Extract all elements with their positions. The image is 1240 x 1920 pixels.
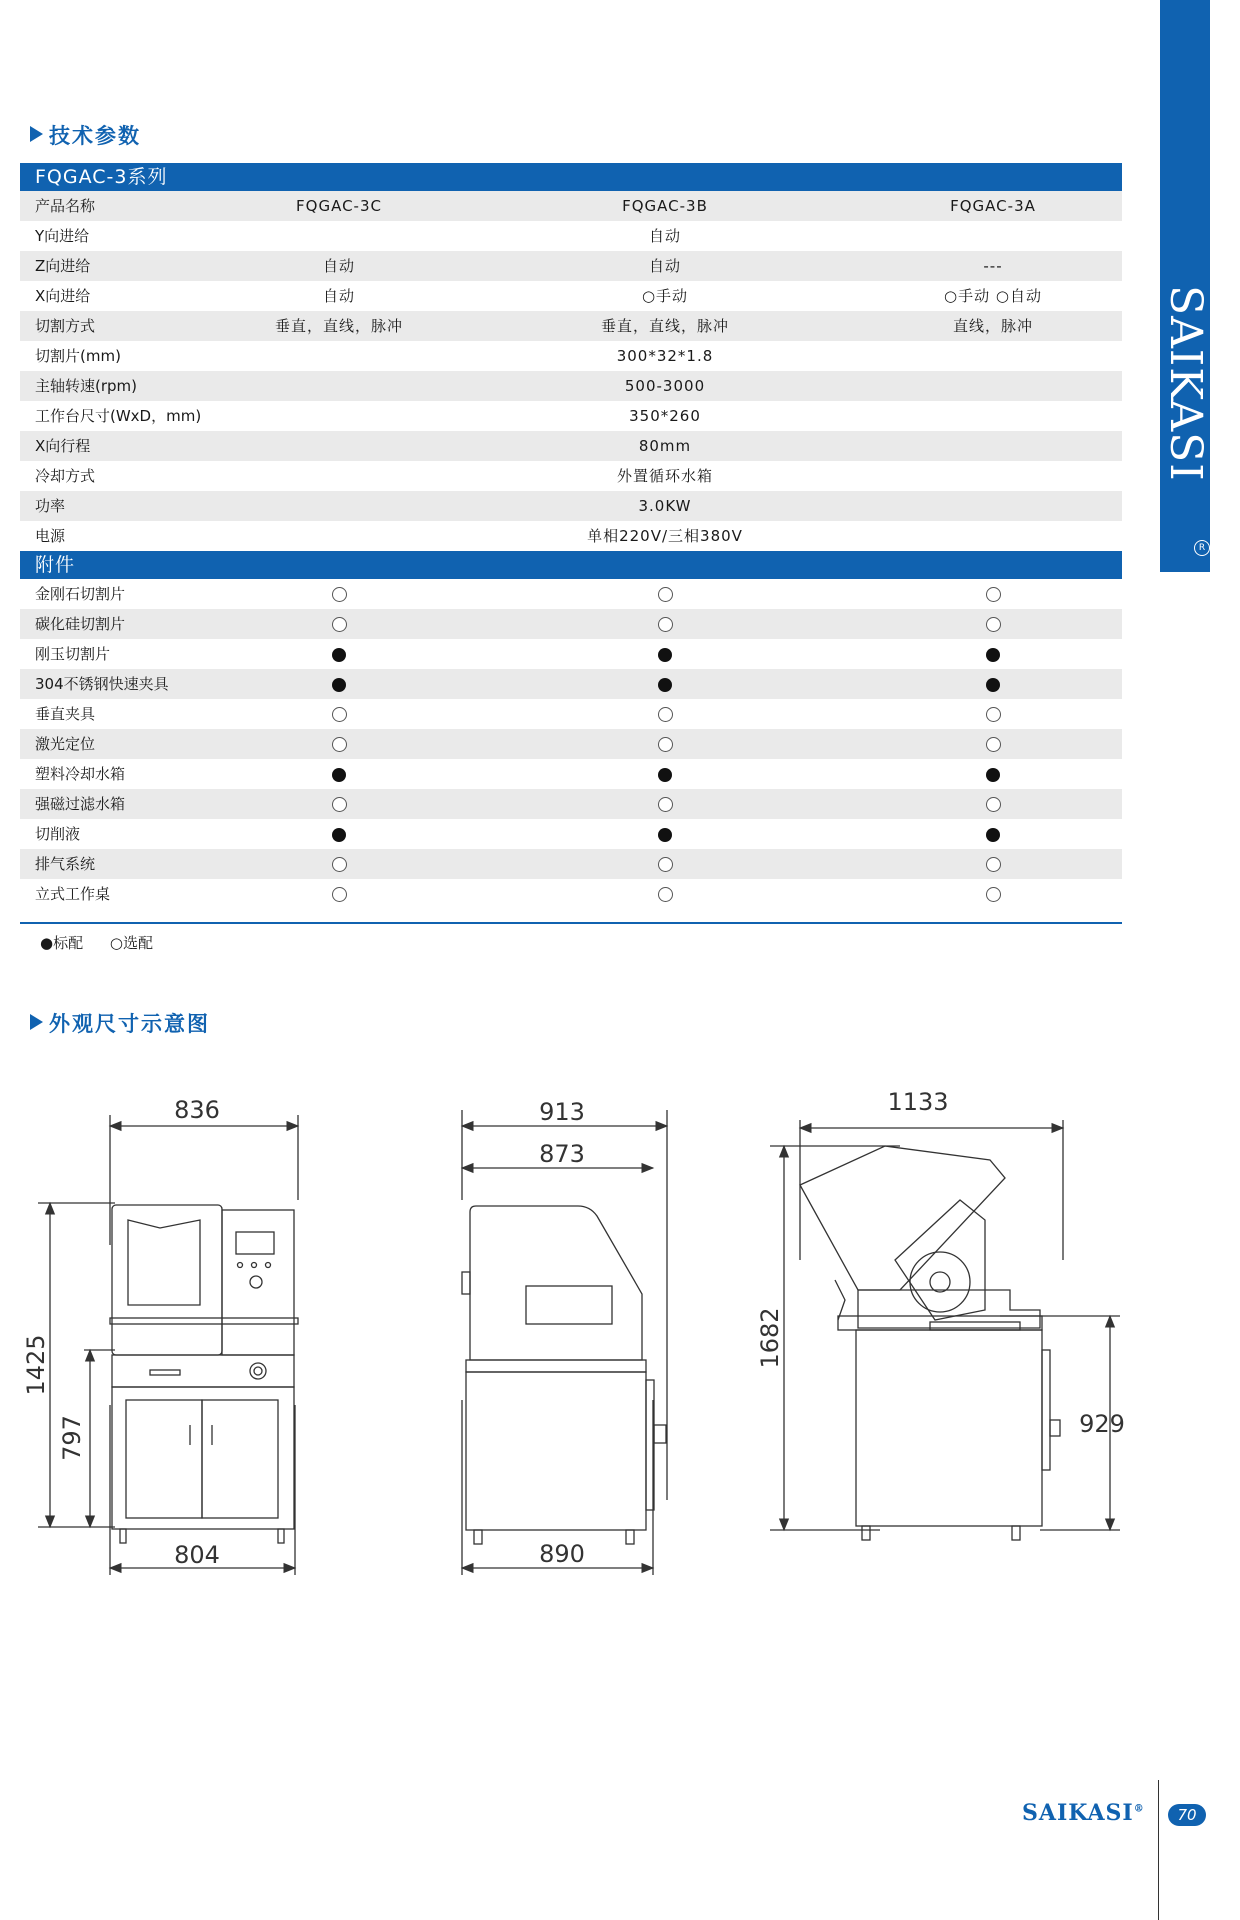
optional-circle-icon (332, 857, 347, 872)
dimension-drawings (0, 1060, 1240, 1580)
spec-value-merged: 350*260 (629, 407, 701, 425)
accessory-row (20, 639, 1122, 669)
accessory-cell (515, 789, 815, 819)
side-view-drawing (462, 1110, 667, 1575)
dim-open-height: 1682 (756, 1307, 784, 1369)
accessory-label: 垂直夹具 (35, 705, 96, 723)
standard-dot-icon (332, 828, 346, 842)
accessory-row (20, 579, 1122, 609)
spec-label: 工作台尺寸(WxD，mm) (35, 407, 202, 425)
table-header-row (20, 191, 1122, 221)
dim-front-height-base: 797 (58, 1415, 86, 1461)
accessory-cell (515, 819, 815, 849)
series-band: FQGAC-3系列 (20, 163, 1122, 191)
accessory-label: 立式工作桌 (35, 885, 111, 903)
table-bottom-line (20, 922, 1122, 924)
accessory-cell (515, 699, 815, 729)
accessory-cell (515, 759, 815, 789)
accessory-label: 碳化硅切割片 (35, 615, 126, 633)
footer-divider (1158, 1780, 1159, 1920)
standard-dot-icon (332, 768, 346, 782)
optional-circle-icon (332, 737, 347, 752)
dim-open-width: 1133 (887, 1088, 949, 1116)
spec-value-3c: 自动 (322, 287, 355, 305)
dim-front-width-bottom: 804 (174, 1541, 220, 1569)
optional-circle-icon (986, 737, 1001, 752)
open-view-drawing (770, 1120, 1120, 1540)
accessories-band: 附件 (20, 551, 1122, 579)
spec-value-merged: 单相220V/三相380V (587, 527, 743, 545)
accessory-row (20, 759, 1122, 789)
accessory-label: 排气系统 (35, 855, 96, 873)
optional-circle-icon (986, 617, 1001, 632)
standard-dot-icon (332, 648, 346, 662)
accessory-cell (189, 579, 489, 609)
optional-circle-icon (332, 707, 347, 722)
spec-value-3c: 垂直，直线，脉冲 (274, 317, 403, 335)
optional-circle-icon (332, 797, 347, 812)
accessory-row (20, 729, 1122, 759)
accessory-row (20, 819, 1122, 849)
accessory-cell (843, 849, 1143, 879)
accessory-row (20, 609, 1122, 639)
accessory-cell (189, 879, 489, 909)
legend-optional: ○选配 (109, 934, 153, 952)
accessory-cell (843, 729, 1143, 759)
optional-circle-icon (332, 587, 347, 602)
optional-circle-icon (986, 857, 1001, 872)
standard-dot-icon (986, 828, 1000, 842)
spec-row (20, 491, 1122, 521)
spec-row (20, 251, 1122, 281)
legend-standard: ●标配 (40, 934, 84, 952)
dim-side-width-bottom: 890 (539, 1540, 585, 1568)
spec-value-3b: ○手动 (641, 287, 689, 305)
optional-circle-icon (986, 587, 1001, 602)
optional-circle-icon (658, 737, 673, 752)
spec-label: X向进给 (35, 287, 91, 305)
registered-mark: R (1194, 540, 1210, 556)
optional-circle-icon (658, 707, 673, 722)
dims-section-title (30, 1008, 210, 1038)
accessory-label: 304不锈钢快速夹具 (35, 675, 169, 693)
accessory-cell (189, 789, 489, 819)
spec-value-3b: 自动 (648, 257, 681, 275)
accessory-row (20, 669, 1122, 699)
spec-value-merged: 300*32*1.8 (616, 347, 714, 365)
standard-dot-icon (658, 648, 672, 662)
optional-circle-icon (658, 887, 673, 902)
accessory-label: 强磁过滤水箱 (35, 795, 126, 813)
accessory-cell (843, 759, 1143, 789)
standard-dot-icon (658, 678, 672, 692)
accessory-row (20, 789, 1122, 819)
spec-label: Y向进给 (35, 227, 90, 245)
accessory-row (20, 849, 1122, 879)
accessory-cell (843, 579, 1143, 609)
accessory-cell (189, 699, 489, 729)
accessory-cell (515, 579, 815, 609)
header-model-3c: FQGAC-3C (296, 197, 382, 215)
accessory-cell (515, 669, 815, 699)
spec-row (20, 371, 1122, 401)
accessory-cell (515, 729, 815, 759)
spec-label: 切割片(mm) (35, 347, 121, 365)
spec-value-merged: 80mm (638, 437, 692, 455)
footer-brand-text: SAIKASI (1022, 1800, 1134, 1826)
accessory-cell (843, 879, 1143, 909)
accessory-label: 切削液 (35, 825, 81, 843)
optional-circle-icon (658, 857, 673, 872)
standard-dot-icon (332, 678, 346, 692)
spec-value-3a: 直线，脉冲 (952, 317, 1033, 335)
spec-row (20, 341, 1122, 371)
spec-value-3c: 自动 (322, 257, 355, 275)
front-view-drawing (38, 1115, 298, 1575)
dim-front-width-top: 836 (174, 1096, 220, 1124)
accessory-cell (843, 609, 1143, 639)
accessory-label: 激光定位 (35, 735, 96, 753)
accessory-row (20, 879, 1122, 909)
standard-dot-icon (986, 648, 1000, 662)
dims-title-text: 外观尺寸示意图 (49, 1012, 210, 1036)
dim-side-width-inner: 873 (539, 1140, 585, 1168)
spec-row (20, 281, 1122, 311)
accessory-cell (189, 639, 489, 669)
triangle-icon (30, 126, 43, 142)
optional-circle-icon (658, 617, 673, 632)
accessory-cell (843, 669, 1143, 699)
spec-label: 主轴转速(rpm) (35, 377, 138, 395)
spec-label: 切割方式 (35, 317, 96, 335)
optional-circle-icon (332, 887, 347, 902)
spec-value-merged: 外置循环水箱 (616, 467, 713, 485)
triangle-icon (30, 1014, 43, 1030)
spec-value-3b: 垂直，直线，脉冲 (600, 317, 729, 335)
side-brand-text: SAIKASI (1160, 285, 1211, 482)
optional-circle-icon (986, 797, 1001, 812)
accessory-cell (515, 609, 815, 639)
optional-circle-icon (986, 707, 1001, 722)
dim-open-height-base: 929 (1079, 1410, 1125, 1438)
spec-row (20, 431, 1122, 461)
footer-registered-mark: ® (1133, 1803, 1145, 1815)
accessory-cell (843, 639, 1143, 669)
accessory-label: 刚玉切割片 (35, 645, 111, 663)
header-model-3b: FQGAC-3B (622, 197, 708, 215)
footer-brand (1022, 1800, 1145, 1826)
spec-row (20, 461, 1122, 491)
spec-label: 功率 (35, 497, 66, 515)
spec-label: X向行程 (35, 437, 91, 455)
page-number: 70 (1168, 1804, 1206, 1826)
header-model-3a: FQGAC-3A (950, 197, 1036, 215)
accessory-cell (843, 819, 1143, 849)
spec-row (20, 221, 1122, 251)
accessory-cell (189, 729, 489, 759)
header-label: 产品名称 (35, 197, 96, 215)
spec-row (20, 311, 1122, 341)
legend (40, 932, 175, 953)
spec-value-merged: 500-3000 (624, 377, 706, 395)
optional-circle-icon (986, 887, 1001, 902)
optional-circle-icon (658, 797, 673, 812)
optional-circle-icon (332, 617, 347, 632)
accessory-label: 金刚石切割片 (35, 585, 126, 603)
spec-value-merged: 3.0KW (638, 497, 692, 515)
accessory-cell (189, 759, 489, 789)
standard-dot-icon (986, 768, 1000, 782)
accessory-cell (515, 879, 815, 909)
spec-row (20, 401, 1122, 431)
specs-title-text: 技术参数 (49, 124, 141, 148)
spec-label: 电源 (35, 527, 66, 545)
spec-value-3a: ○手动 ○自动 (944, 287, 1042, 305)
spec-row (20, 521, 1122, 551)
accessory-row (20, 699, 1122, 729)
accessory-cell (843, 789, 1143, 819)
accessory-cell (189, 849, 489, 879)
accessory-cell (515, 849, 815, 879)
spec-value-3a: --- (983, 257, 1003, 275)
accessory-cell (189, 819, 489, 849)
dim-front-height-total: 1425 (22, 1334, 50, 1396)
accessory-cell (189, 669, 489, 699)
spec-table (20, 163, 1122, 909)
spec-label: 冷却方式 (35, 467, 96, 485)
specs-section-title (30, 120, 141, 150)
accessory-label: 塑料冷却水箱 (35, 765, 126, 783)
accessory-cell (843, 699, 1143, 729)
standard-dot-icon (658, 768, 672, 782)
accessory-cell (515, 639, 815, 669)
spec-value-merged: 自动 (648, 227, 681, 245)
standard-dot-icon (658, 828, 672, 842)
accessory-cell (189, 609, 489, 639)
dim-side-width-outer: 913 (539, 1098, 585, 1126)
optional-circle-icon (658, 587, 673, 602)
standard-dot-icon (986, 678, 1000, 692)
spec-label: Z向进给 (35, 257, 91, 275)
